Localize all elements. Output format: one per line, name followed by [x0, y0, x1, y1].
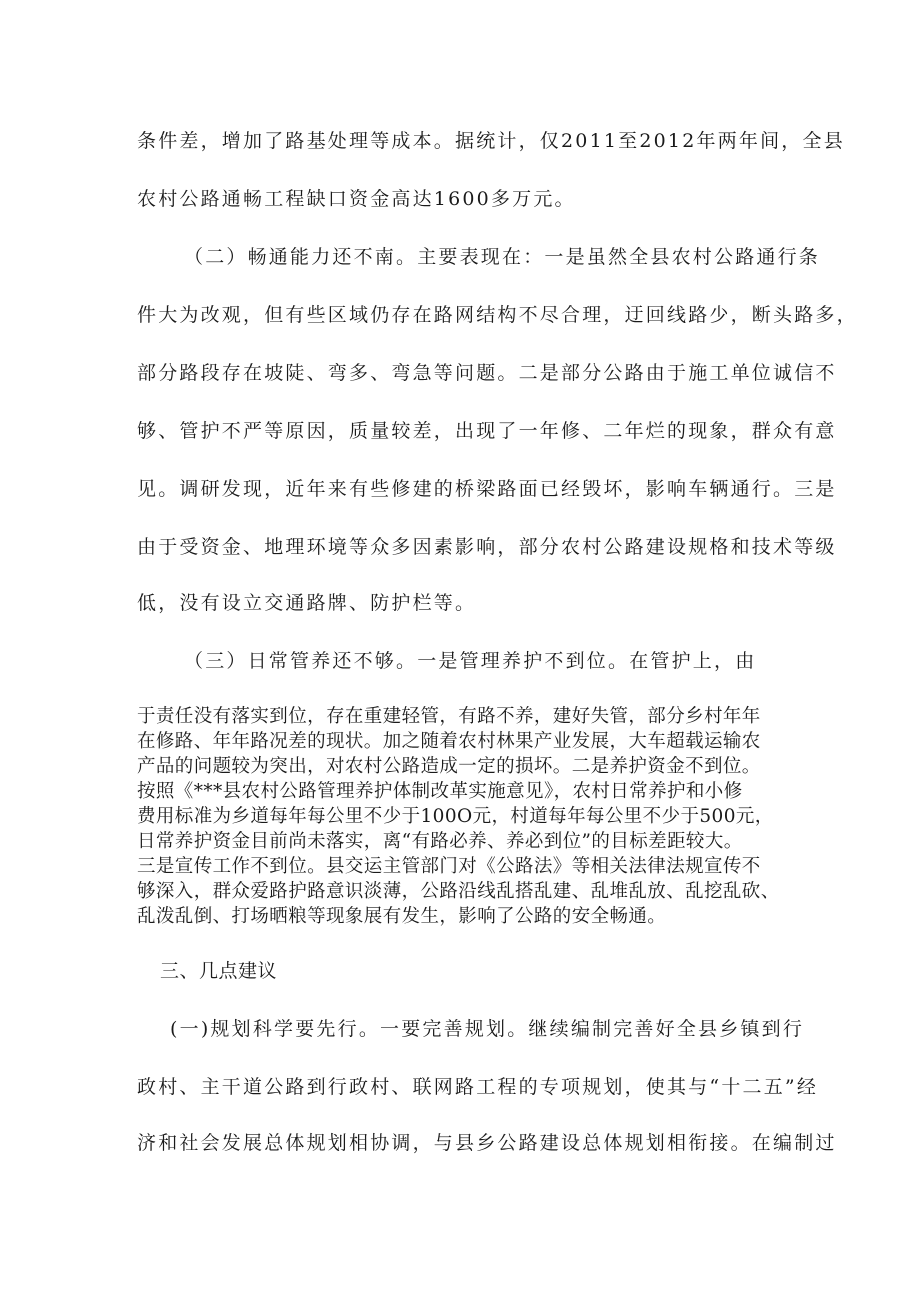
text-line: 在修路、年年路况差的现状。加之随着农村林果产业发展，大车超载运输农 [137, 731, 761, 752]
paragraph-heading-3: （三）日常管养还不够。一是管理养护不到位。在管护上，由 [184, 650, 757, 672]
text-line: 条件差，增加了路基处理等成本。据统计，仅2011至2012年两年间，全县 [137, 130, 845, 152]
text-line: 于责任没有落实到位，存在重建轻管，有路不养，建好失管，部分乡村年年 [137, 706, 761, 727]
paragraph-heading-2: （二）畅通能力还不南。主要表现在：一是虽然全县农村公路通行条 [184, 246, 821, 268]
text-line: 由于受资金、地理环境等众多因素影响，部分农村公路建设规格和技术等级 [137, 536, 837, 558]
text-line: 乱泼乱倒、打场晒粮等现象展有发生，影响了公路的安全畅通。 [137, 906, 667, 927]
text-line: 部分路段存在坡陡、弯多、弯急等问题。二是部分公路由于施工单位诚信不 [137, 362, 837, 384]
text-line: 产品的问题较为突出，对农村公路造成一定的损坏。二是养护资金不到位。 [137, 756, 761, 777]
text-line: 低，没有设立交通路牌、防护栏等。 [137, 592, 477, 614]
text-line: 政村、主干道公路到行政村、联网路工程的专项规划，使其与“十二五”经 [137, 1076, 819, 1098]
text-line: 按照《***县农村公路管理养护体制改革实施意见》，农村日常养护和小修 [137, 781, 743, 802]
text-line: 件大为改观，但有些区域仍存在路网结构不尽合理，迂回线路少，断头路多， [137, 304, 858, 326]
text-line: 费用标准为乡道每年每公里不少于100O元，村道每年每公里不少于500元， [137, 806, 774, 827]
text-line: 日常养护资金目前尚未落实，离“有路必养、养必到位”的目标差距较大。 [137, 831, 743, 852]
text-line: 够、管护不严等原因，质量较差，出现了一年修、二年烂的现象，群众有意 [137, 420, 837, 442]
text-line: 农村公路通畅工程缺口资金高达1600多万元。 [137, 188, 576, 210]
text-line: 见。调研发现，近年来有些修建的桥梁路面已经毁坏，影响车辆通行。三是 [137, 478, 837, 500]
text-line: 济和社会发展总体规划相协调，与县乡公路建设总体规划相衔接。在编制过 [137, 1132, 837, 1154]
paragraph-heading-plan: (一)规划科学要先行。一要完善规划。继续编制完善好全县乡镇到行 [170, 1018, 805, 1040]
text-line: 够深入，群众爱路护路意识淡薄，公路沿线乱搭乱建、乱堆乱放、乱挖乱砍、 [137, 881, 780, 902]
text-line: 三是宣传工作不到位。县交运主管部门对《公路法》等相关法律法规宣传不 [137, 856, 761, 877]
section-heading: 三、几点建议 [160, 960, 278, 982]
